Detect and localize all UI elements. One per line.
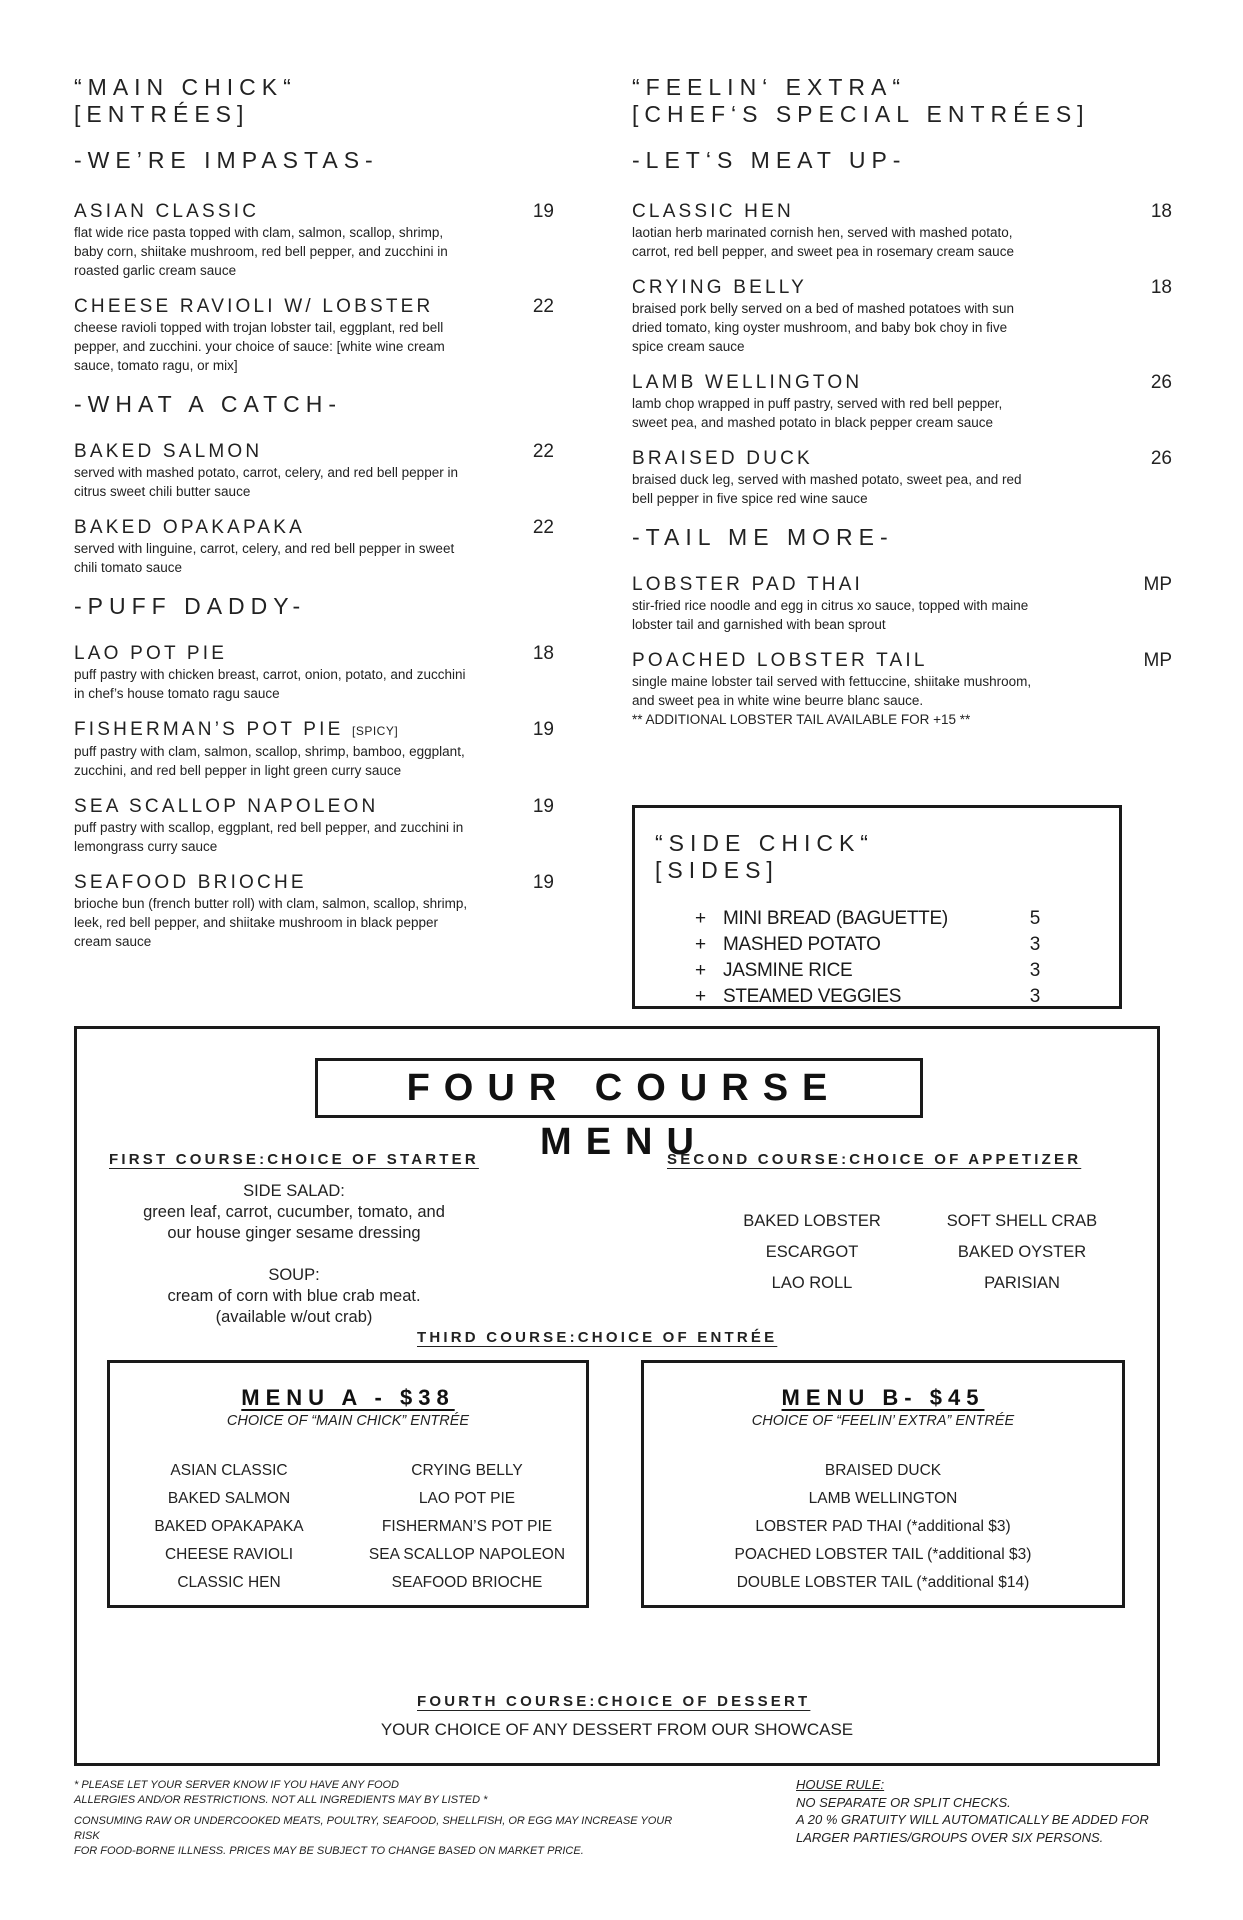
item-desc: laotian herb marinated cornish hen, served with mashed potato, carrot, red bell pepper, and sweet pea in rosemary cream sauce <box>632 225 1014 259</box>
side-item: + STEAMED VEGGIES 3 <box>695 984 1040 1010</box>
second-course-heading: SECOND COURSE:CHOICE OF APPETIZER <box>667 1151 1082 1168</box>
menu-item: BAKED OPAKAPAKA 22 served with linguine, carrot, celery, and red bell pepper in sweet chili tomato sauce <box>74 517 554 575</box>
appetizer-item: SOFT SHELL CRAB <box>946 1212 1098 1230</box>
item-price: MP <box>1143 650 1172 671</box>
menu-item: FISHERMAN’S POT PIE [SPICY] 19 puff pastry with clam, salmon, scallop, shrimp, bamboo, eggplant, zucchini, and red bell pepper in light green curry sauce <box>74 719 554 778</box>
section-title: -LET‘S MEAT UP- <box>632 147 907 173</box>
menu-b-box <box>641 1360 1125 1608</box>
house-rule-title: HOUSE RULE: <box>796 1777 885 1792</box>
section-title: -TAIL ME MORE- <box>632 524 894 550</box>
menu-b-item: POACHED LOBSTER TAIL (*additional $3) <box>734 1546 1032 1563</box>
menu-b-list <box>644 1457 1122 1597</box>
plus-icon: + <box>695 960 706 981</box>
menu-b-item: BRAISED DUCK <box>824 1462 942 1479</box>
four-course-title: FOUR COURSE MENU <box>315 1058 923 1118</box>
side-price: 3 <box>1029 986 1040 1007</box>
plus-icon: + <box>695 986 706 1007</box>
side-item: + MINI BREAD (BAGUETTE) 5 <box>695 906 1040 932</box>
menu-b-subtitle: CHOICE OF “FEELIN’ EXTRA” ENTRÉE <box>751 1413 1015 1429</box>
appetizer-grid <box>707 1211 1127 1294</box>
section-title: -PUFF DADDY- <box>74 593 307 619</box>
item-price: 19 <box>532 201 554 222</box>
main-chick-heading: “MAIN CHICK“ [ENTRÉES] <box>74 74 297 127</box>
menu-item: CHEESE RAVIOLI W/ LOBSTER 22 cheese ravioli topped with trojan lobster tail, eggplant, red bell pepper, and zucchini. your choice of sauce: [white wine cream sauce, tomato ragu, or mix] <box>74 296 554 373</box>
item-price: 19 <box>532 719 554 740</box>
allergy-notice: * PLEASE LET YOUR SERVER KNOW IF YOU HAVE ANY FOOD ALLERGIES AND/OR RESTRICTIONS. NOT ALL INGREDIENTS MAY BY LISTED * CONSUMING RAW OR UNDERCOOKED MEATS, POULTRY, SEAFOOD, SHELLFISH, OR EGG MAY INCREASE YOUR RISK FOR FOOD-BORNE ILLNESS. PRICES MAY BE SUBJECT TO CHANGE BASED ON MARKET PRICE. <box>74 1779 673 1857</box>
item-desc: braised duck leg, served with mashed potato, sweet pea, and red bell pepper in five spice red wine sauce <box>632 472 1022 506</box>
menu-a-box <box>107 1360 589 1608</box>
menu-item: POACHED LOBSTER TAIL MP single maine lobster tail served with fettuccine, shiitake mushroom, and sweet pea in white wine beurre blanc sauce. ** ADDITIONAL LOBSTER TAIL AVAILABLE FOR +15 ** <box>632 650 1172 727</box>
menu-a-item: ASIAN CLASSIC <box>170 1462 288 1479</box>
side-price: 3 <box>1029 934 1040 955</box>
lobster-note: ** ADDITIONAL LOBSTER TAIL AVAILABLE FOR +15 ** <box>632 712 971 727</box>
item-price: MP <box>1143 574 1172 595</box>
side-item: + MASHED POTATO 3 <box>695 932 1040 958</box>
menu-item: CRYING BELLY 18 braised pork belly served on a bed of mashed potatoes with sun dried tomato, king oyster mushroom, and baby bok choy in five spice cream sauce <box>632 277 1172 354</box>
menu-a-item: LAO POT PIE <box>418 1490 516 1507</box>
menu-item: LAO POT PIE 18 puff pastry with chicken breast, carrot, onion, potato, and zucchini in chef’s house tomato ragu sauce <box>74 643 554 701</box>
menu-a-list <box>110 1457 586 1597</box>
appetizer-item: LAO ROLL <box>771 1274 853 1292</box>
item-desc: flat wide rice pasta topped with clam, salmon, scallop, shrimp, baby corn, shiitake mushroom, red bell pepper, and zucchini in roasted garlic cream sauce <box>74 225 448 278</box>
item-desc: served with mashed potato, carrot, celery, and red bell pepper in citrus sweet chili butter sauce <box>74 465 458 499</box>
item-price: 22 <box>532 296 554 317</box>
item-price: 22 <box>532 517 554 538</box>
menu-a-item: SEA SCALLOP NAPOLEON <box>368 1546 566 1563</box>
item-desc: single maine lobster tail served with fettuccine, shiitake mushroom, and sweet pea in white wine beurre blanc sauce. <box>632 674 1032 708</box>
spicy-tag: [SPICY] <box>351 724 399 738</box>
feelin-extra-column <box>632 74 1172 745</box>
menu-b-item: DOUBLE LOBSTER TAIL (*additional $14) <box>736 1574 1030 1591</box>
item-desc: lamb chop wrapped in puff pastry, served with red bell pepper, sweet pea, and mashed potato in black pepper cream sauce <box>632 396 1003 430</box>
item-price: 19 <box>532 796 554 817</box>
item-desc: puff pastry with clam, salmon, scallop, shrimp, bamboo, eggplant, zucchini, and red bell pepper in light green curry sauce <box>74 744 465 778</box>
item-price: 18 <box>1150 201 1172 222</box>
menu-a-subtitle: CHOICE OF “MAIN CHICK” ENTRÉE <box>226 1413 470 1429</box>
dessert-text: YOUR CHOICE OF ANY DESSERT FROM OUR SHOWCASE <box>380 1720 854 1739</box>
side-item: + JASMINE RICE 3 <box>695 958 1040 984</box>
menu-a-item: BAKED OPAKAPAKA <box>154 1518 304 1535</box>
item-price: 18 <box>532 643 554 664</box>
menu-a-item: CHEESE RAVIOLI <box>164 1546 294 1563</box>
sides-heading: “SIDE CHICK“ [SIDES] <box>655 830 874 883</box>
first-course-options: SIDE SALAD: green leaf, carrot, cucumber, tomato, and our house ginger sesame dressing SOUP: cream of corn with blue crab meat. (available w/out crab) <box>143 1182 445 1326</box>
item-price: 18 <box>1150 277 1172 298</box>
menu-item: SEA SCALLOP NAPOLEON 19 puff pastry with scallop, eggplant, red bell pepper, and zucchini in lemongrass curry sauce <box>74 796 554 854</box>
item-desc: brioche bun (french butter roll) with clam, salmon, scallop, shrimp, leek, red bell pepper, and shiitake mushroom in black pepper cream sauce <box>74 896 468 949</box>
item-price: 22 <box>532 441 554 462</box>
menu-a-item: FISHERMAN’S POT PIE <box>381 1518 553 1535</box>
sides-box <box>632 805 1122 1009</box>
menu-a-item: CRYING BELLY <box>411 1462 523 1479</box>
first-course-heading: FIRST COURSE:CHOICE OF STARTER <box>109 1151 479 1168</box>
menu-a-item: CLASSIC HEN <box>177 1574 281 1591</box>
item-price: 19 <box>532 872 554 893</box>
appetizer-item: ESCARGOT <box>765 1243 859 1261</box>
side-price: 3 <box>1029 960 1040 981</box>
menu-item: LOBSTER PAD THAI MP stir-fried rice noodle and egg in citrus xo sauce, topped with maine lobster tail and garnished with bean sprout <box>632 574 1172 632</box>
item-price: 26 <box>1150 448 1172 469</box>
side-price: 5 <box>1029 908 1040 929</box>
item-desc: puff pastry with chicken breast, carrot, onion, potato, and zucchini in chef’s house tomato ragu sauce <box>74 667 466 701</box>
plus-icon: + <box>695 908 706 929</box>
item-desc: served with linguine, carrot, celery, and red bell pepper in sweet chili tomato sauce <box>74 541 455 575</box>
menu-b-item: LOBSTER PAD THAI (*additional $3) <box>755 1518 1011 1535</box>
menu-b-title: MENU B- $45 <box>781 1385 985 1410</box>
menu-item: CLASSIC HEN 18 laotian herb marinated cornish hen, served with mashed potato, carrot, red bell pepper, and sweet pea in rosemary cream sauce <box>632 201 1172 259</box>
four-course-box <box>74 1026 1160 1766</box>
section-title: -WHAT A CATCH- <box>74 391 342 417</box>
house-rule: HOUSE RULE: NO SEPARATE OR SPLIT CHECKS. A 20 % GRATUITY WILL AUTOMATICALLY BE ADDED FOR LARGER PARTIES/GROUPS OVER SIX PERSONS. <box>796 1776 1176 1846</box>
menu-b-item: LAMB WELLINGTON <box>808 1490 958 1507</box>
menu-item: ASIAN CLASSIC 19 flat wide rice pasta topped with clam, salmon, scallop, shrimp, baby corn, shiitake mushroom, red bell pepper, and zucchini in roasted garlic cream sauce <box>74 201 554 278</box>
appetizer-item: PARISIAN <box>984 1274 1060 1292</box>
plus-icon: + <box>695 934 706 955</box>
menu-a-item: BAKED SALMON <box>167 1490 291 1507</box>
menu-a-item: SEAFOOD BRIOCHE <box>391 1574 543 1591</box>
feelin-extra-heading: “FEELIN‘ EXTRA“ [CHEF‘S SPECIAL ENTRÉES] <box>632 74 1090 127</box>
third-course-heading: THIRD COURSE:CHOICE OF ENTRÉE <box>417 1329 778 1346</box>
menu-item: BRAISED DUCK 26 braised duck leg, served with mashed potato, sweet pea, and red bell pepper in five spice red wine sauce <box>632 448 1172 506</box>
menu-item: SEAFOOD BRIOCHE 19 brioche bun (french butter roll) with clam, salmon, scallop, shrimp, leek, red bell pepper, and shiitake mushroom in black pepper cream sauce <box>74 872 554 949</box>
appetizer-item: BAKED OYSTER <box>957 1243 1087 1261</box>
appetizer-item: BAKED LOBSTER <box>743 1212 881 1230</box>
section-title: -WE’RE IMPASTAS- <box>74 147 379 173</box>
fourth-course-heading: FOURTH COURSE:CHOICE OF DESSERT <box>417 1693 811 1710</box>
main-chick-column <box>74 74 554 967</box>
item-price: 26 <box>1150 372 1172 393</box>
menu-item: LAMB WELLINGTON 26 lamb chop wrapped in puff pastry, served with red bell pepper, sweet pea, and mashed potato in black pepper cream sauce <box>632 372 1172 430</box>
item-desc: cheese ravioli topped with trojan lobster tail, eggplant, red bell pepper, and zucchini. your choice of sauce: [white wine cream sauce, tomato ragu, or mix] <box>74 320 445 373</box>
menu-item: BAKED SALMON 22 served with mashed potato, carrot, celery, and red bell pepper in citrus sweet chili butter sauce <box>74 441 554 499</box>
item-desc: stir-fried rice noodle and egg in citrus xo sauce, topped with maine lobster tail and garnished with bean sprout <box>632 598 1029 632</box>
item-desc: puff pastry with scallop, eggplant, red bell pepper, and zucchini in lemongrass curry sauce <box>74 820 464 854</box>
sides-list <box>695 906 1040 1010</box>
item-desc: braised pork belly served on a bed of mashed potatoes with sun dried tomato, king oyster mushroom, and baby bok choy in five spice cream sauce <box>632 301 1014 354</box>
menu-a-title: MENU A - $38 <box>241 1385 455 1410</box>
